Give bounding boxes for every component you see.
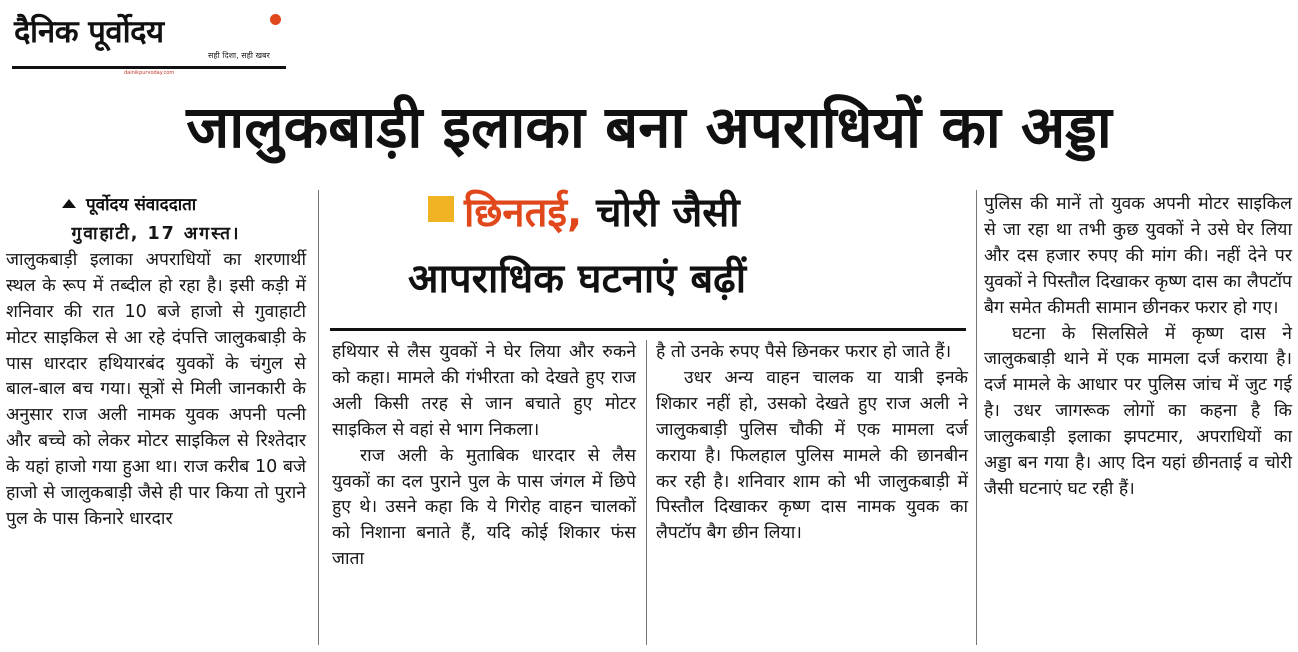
article-column-3 <box>656 340 968 547</box>
logo-dot-icon <box>270 14 281 25</box>
newspaper-logo: दैनिक पूर्वोदय <box>14 14 164 50</box>
subheadline-highlight: छिनतई, <box>464 190 583 236</box>
masthead-rule <box>12 66 286 69</box>
paragraph: हथियार से लैस युवकों ने घेर लिया और रुकने को कहा। मामले की गंभीरता को देखते हुए राज अली किसी तरह से जान बचाते हुए मोटर साइकिल से वहां से भाग निकला। <box>332 342 636 440</box>
masthead <box>12 4 286 74</box>
triangle-icon <box>62 199 76 208</box>
byline-text: पूर्वोदय संवाददाता <box>86 195 197 215</box>
main-headline: जालुकबाड़ी इलाका बना अपराधियों का अड्डा <box>186 93 1112 161</box>
article-column-4 <box>984 192 1292 503</box>
subheadline-line-1 <box>428 188 740 238</box>
byline <box>62 192 196 215</box>
square-bullet-icon <box>428 196 454 222</box>
paragraph: है तो उनके रुपए पैसे छिनकर फरार हो जाते हैं। <box>656 342 952 362</box>
dateline: गुवाहाटी, 17 अगस्त। <box>71 224 241 244</box>
subheadline-line-2: आपराधिक घटनाएं बढ़ीं <box>408 256 747 302</box>
subheadline-rule <box>330 328 966 331</box>
paragraph: पुलिस की मानें तो युवक अपनी मोटर साइकिल से जा रहा था तभी कुछ युवकों ने उसे घेर लिया और दस हजार रुपए की मांग की। नहीं देने पर युवकों ने पिस्तौल दिखाकर कृष्ण दास का लैपटॉप बैग समेत कीमती सामान छीनकर फरार हो गए। <box>984 194 1292 318</box>
paragraph: उधर अन्य वाहन चालक या यात्री इनके शिकार नहीं हो, उसको देखते हुए राज अली ने जालुकबाड़ी पुलिस चौकी में एक मामला दर्ज कराया है। फिलहाल पुलिस मामले की छानबीन कर रही है। शनिवार शाम को भी जालुकबाड़ी में पिस्तौल दिखाकर कृष्ण दास नामक युवक का लैपटॉप बैग छीन लिया। <box>656 367 968 544</box>
article-column-2 <box>332 340 636 573</box>
article-column-1 <box>6 222 306 533</box>
paragraph: राज अली के मुताबिक धारदार से लैस युवकों का दल पुराने पुल के पास जंगल में छिपे हुए थे। उसने कहा कि ये गिरोह वाहन चालकों को निशाना बनाते हैं, यदि कोई शिकार फंस जाता <box>332 445 636 570</box>
paragraph: जालुकबाड़ी इलाका अपराधियों का शरणार्थी स्थल के रूप में तब्दील हो रहा है। इसी कड़ी में शनिवार की रात 10 बजे हाजो से गुवाहाटी मोटर साइकिल से आ रहे दंपत्ति जालुकबाड़ी के पास धारदार हथियारबंद युवकों के चंगुल से बाल-बाल बच गया। सूत्रों से मिली जानकारी के अनुसार राज अली नामक युवक अपनी पत्नी और बच्चे को लेकर मोटर साइकिल से रिश्तेदार के यहां हाजो गया हुआ था। राज करीब 10 बजे हाजो से जालुकबाड़ी जैसे ही पार किया तो पुराने पुल के पास किनारे धारदार <box>6 249 306 529</box>
column-divider <box>976 190 977 645</box>
newspaper-tagline: सही दिशा, सही खबर <box>208 51 270 60</box>
subheadline-rest: चोरी जैसी <box>582 190 740 236</box>
column-divider <box>646 340 647 645</box>
paragraph: घटना के सिलसिले में कृष्ण दास ने जालुकबाड़ी थाने में एक मामला दर्ज कराया है। दर्ज मामले के आधार पर पुलिस जांच में जुट गई है। उधर जागरूक लोगों का कहना है कि जालुकबाड़ी इलाका झपटमार, अपराधियों का अड्डा बन गया है। आए दिन यहां छीनताई व चोरी जैसी घटनाएं घट रही हैं। <box>984 323 1292 499</box>
column-divider <box>318 190 319 645</box>
masthead-sub: dainikpurvoday.com <box>124 70 175 76</box>
